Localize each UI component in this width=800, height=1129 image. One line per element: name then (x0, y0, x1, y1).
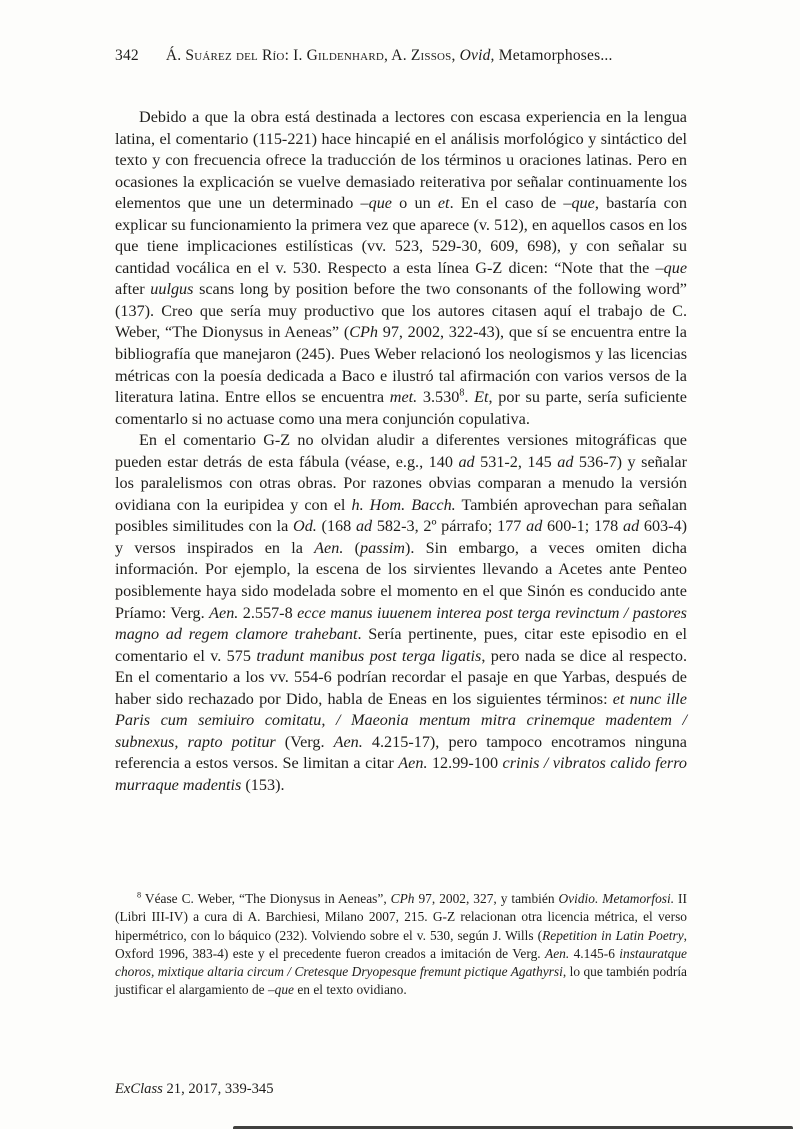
journal-footer (115, 1081, 274, 1098)
journal-citation: ExClass 21, 2017, 339-345 (115, 1081, 274, 1097)
footnote-block (115, 890, 687, 1000)
review-body (115, 107, 687, 797)
page-number: 342 (115, 47, 139, 64)
body-paragraph-2: En el comentario G-Z no olvidan aludir a diferentes versiones mitográficas que pueden estar detrás de esta fábula (véase, e.g., 140 ad 531-2, 145 ad 536-7) y señalar los paralelismos con otras obras. Por razones obvias comparan a menudo la versión ovidiana con la euripidea y con el h. Hom. Bacch. También aprovechan para señalan posibles similitudes con la Od. (168 ad 582-3, 2º párrafo; 177 ad 600-1; 178 ad 603-4) y versos inspirados en la Aen. (passim). Sin embargo, a veces omiten dicha información. Por ejemplo, la escena de los sirvientes llevando a Acetes ante Penteo posiblemente haya sido modelada sobre el momento en el que Sinón es conducido ante Príamo: Verg. Aen. 2.557-8 ecce manus iuuenem interea post terga revinctum / pastores magno ad regem clamore trahebant. Sería pertinente, pues, citar este episodio en el comentario el v. 575 tradunt manibus post terga ligatis, pero nada se dice al respecto. En el comentario a los vv. 554-6 podrían recordar el pasaje en que Yarbas, después de haber sido rechazado por Dido, habla de Eneas en los siguientes términos: et nunc ille Paris cum semiuiro comitatu, / Maeonia mentum mitra crinemque madentem / subnexus, rapto potitur (Verg. Aen. 4.215-17), pero tampoco encotramos ninguna referencia a estos versos. Se limitan a citar Aen. 12.99-100 crinis / vibratos calido ferro murraque madentis (153). (115, 431, 688, 794)
body-paragraph-1: Debido a que la obra está destinada a lectores con escasa experiencia en la lengua latina, el comentario (115-221) hace hincapié en el análisis morfológico y sintáctico del texto y con frecuencia ofrece la traducción de los términos u oraciones latinas. Pero en ocasiones la explicación se vuelve demasiado reiterativa por señalar continuamente los elementos que une un determinado –que o un et. En el caso de –que, bastaría con explicar su funcionamiento la primera vez que aparece (v. 512), en aquellos casos en los que tiene implicaciones estilísticas (vv. 523, 529-30, 609, 698), y con señalar su cantidad vocálica en el v. 530. Respecto a esta línea G-Z dicen: “Note that the –que after uulgus scans long by position before the two consonants of the following word” (137). Creo que sería muy productivo que los autores citasen aquí el trabajo de C. Weber, “The Dionysus in Aeneas” (CPh 97, 2002, 322-43), que sí se encuentra entre la bibliografía que manejaron (245). Pues Weber relacionó los neologismos y las licencias métricas con la poesía dedicada a Baco e ilustró tal afirmación con varios versos de la literatura latina. Entre ellos se encuentra met. 3.530$^8$. Et, por su parte, sería suficiente comentarlo si no actuase como una mera conjunción copulativa. (115, 108, 687, 428)
running-header (115, 47, 687, 65)
running-title: Á. Suárez del Río: I. Gildenhard, A. Zissos, Ovid, Metamorphoses... (165, 47, 613, 64)
footnote-8-text: $^8$ Véase C. Weber, “The Dionysus in Aeneas”, CPh 97, 2002, 327, y también Ovidio. Metamorfosi. II (Libri III-IV) a cura di A. Barchiesi, Milano 2007, 215. G-Z relacionan otra licencia métrica, el verso hipermétrico, con lo báquico (232). Volviendo sobre el v. 530, según J. Wills (Repetition in Latin Poetry, Oxford 1996, 383-4) este y el precedente fueron creados a imitación de Verg. Aen. 4.145-6 instauratque choros, mixtique altaria circum / Cretesque Dryopesque fremunt pictique Agathyrsi, lo que también podría justificar el alargamiento de –que en el texto ovidiano. (115, 890, 687, 998)
